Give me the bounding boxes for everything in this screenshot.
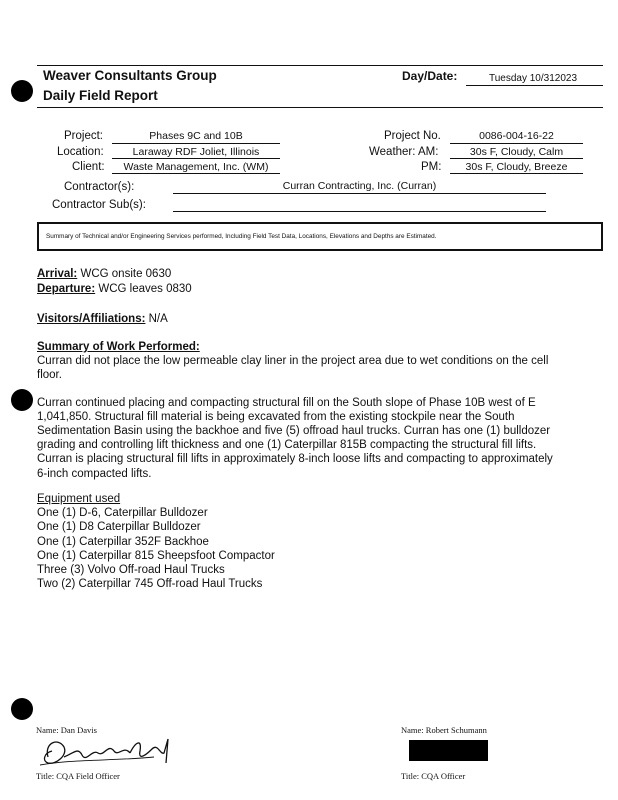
day-date-label: Day/Date: <box>402 69 458 83</box>
visitors-label: Visitors/Affiliations: <box>37 313 146 325</box>
equipment-item: One (1) Caterpillar 815 Sheepsfoot Compactor <box>37 549 275 562</box>
paragraph-line: Curran continued placing and compacting structural fill on the South slope of Phase 10B west of E <box>37 396 536 409</box>
arrival-text: WCG onsite 0630 <box>80 268 172 280</box>
contractor-underline <box>173 193 546 194</box>
day-date-underline <box>466 85 603 86</box>
departure-text: WCG leaves 0830 <box>98 283 192 295</box>
visitors-text: N/A <box>148 313 168 325</box>
right-signer-title: Title: CQA Officer <box>401 771 466 781</box>
equipment-item: One (1) D8 Caterpillar Bulldozer <box>37 521 201 534</box>
weather-pm-value: 30s F, Cloudy, Breeze <box>465 161 568 173</box>
departure-label: Departure: <box>37 283 96 295</box>
project-value: Phases 9C and 10B <box>149 130 243 142</box>
contractor-value: Curran Contracting, Inc. (Curran) <box>282 180 437 192</box>
work-paragraph-1 <box>37 354 607 382</box>
arrival-label: Arrival: <box>37 268 78 280</box>
arrival-line <box>37 267 171 281</box>
client-underline <box>112 173 280 174</box>
punch-hole-middle <box>11 389 33 411</box>
equipment-section <box>37 492 275 591</box>
location-underline <box>112 158 280 159</box>
summary-of-work-section <box>37 340 607 481</box>
departure-line <box>37 282 192 296</box>
header-bottom-rule <box>37 107 603 108</box>
location-label: Location: <box>57 146 104 158</box>
day-date-value: Tuesday 10/312023 <box>488 73 578 84</box>
project-label: Project: <box>64 130 103 142</box>
equipment-heading: Equipment used <box>37 493 121 505</box>
client-value: Waste Management, Inc. (WM) <box>123 161 269 173</box>
punch-hole-top <box>11 80 33 102</box>
equipment-item: One (1) Caterpillar 352F Backhoe <box>37 535 209 548</box>
project-no-label: Project No. <box>384 130 441 142</box>
weather-am-label: Weather: AM: <box>369 146 439 158</box>
punch-hole-bottom <box>11 698 33 720</box>
contractor-label: Contractor(s): <box>64 181 135 193</box>
weather-pm-label: PM: <box>421 161 442 173</box>
summary-note-box <box>37 222 603 251</box>
left-signer-name: Name: Dan Davis <box>36 725 97 735</box>
paragraph-line: Sedimentation Basin using the backhoe and five (5) offroad haul trucks. Curran has one (1) bulldozer <box>37 425 551 438</box>
equipment-item: One (1) D-6, Caterpillar Bulldozer <box>37 507 208 520</box>
company-name: Weaver Consultants Group <box>43 68 217 83</box>
client-label: Client: <box>72 161 105 173</box>
location-value: Laraway RDF Joliet, Illinois <box>132 146 260 158</box>
contractor-sub-label: Contractor Sub(s): <box>52 199 146 211</box>
project-underline <box>112 143 280 144</box>
summary-of-work-heading: Summary of Work Performed: <box>37 341 200 353</box>
weather-am-underline <box>450 158 583 159</box>
contractor-sub-underline <box>173 211 546 212</box>
paragraph-line: 6-inch compacted lifts. <box>37 467 152 480</box>
left-signer-title: Title: CQA Field Officer <box>36 771 120 781</box>
paragraph-line: floor. <box>37 369 62 382</box>
summary-note-text: Summary of Technical and/or Engineering Services performed, Including Field Test Data, Locations, Elevations and Depths are Estimated. <box>46 233 437 240</box>
paragraph-line: Curran did not place the low permeable clay liner in the project area due to wet conditions on the cell <box>37 355 549 368</box>
equipment-item: Two (2) Caterpillar 745 Off-road Haul Trucks <box>37 578 263 591</box>
redacted-signature <box>409 740 488 761</box>
work-paragraph-2 <box>37 396 607 481</box>
handwritten-signature <box>34 733 184 771</box>
paragraph-line: 1,041,850. Structural fill material is being excavated from the existing stockpile near the South <box>37 410 515 423</box>
weather-pm-underline <box>450 173 583 174</box>
project-no-value: 0086-004-16-22 <box>479 130 554 142</box>
project-no-underline <box>450 143 583 144</box>
paragraph-line: Curran is placing structural fill lifts in approximately 8-inch loose lifts and compacting to approximately <box>37 453 553 466</box>
right-signer-name: Name: Robert Schumann <box>401 725 487 735</box>
equipment-item: Three (3) Volvo Off-road Haul Trucks <box>37 564 225 577</box>
weather-am-value: 30s F, Cloudy, Calm <box>469 146 564 158</box>
report-title: Daily Field Report <box>43 88 158 103</box>
header-top-rule <box>37 65 603 66</box>
paragraph-line: grading and controlling lift thickness and one (1) Caterpillar 815B compacting the structural fill lifts. <box>37 439 537 452</box>
visitors-line <box>37 312 168 326</box>
